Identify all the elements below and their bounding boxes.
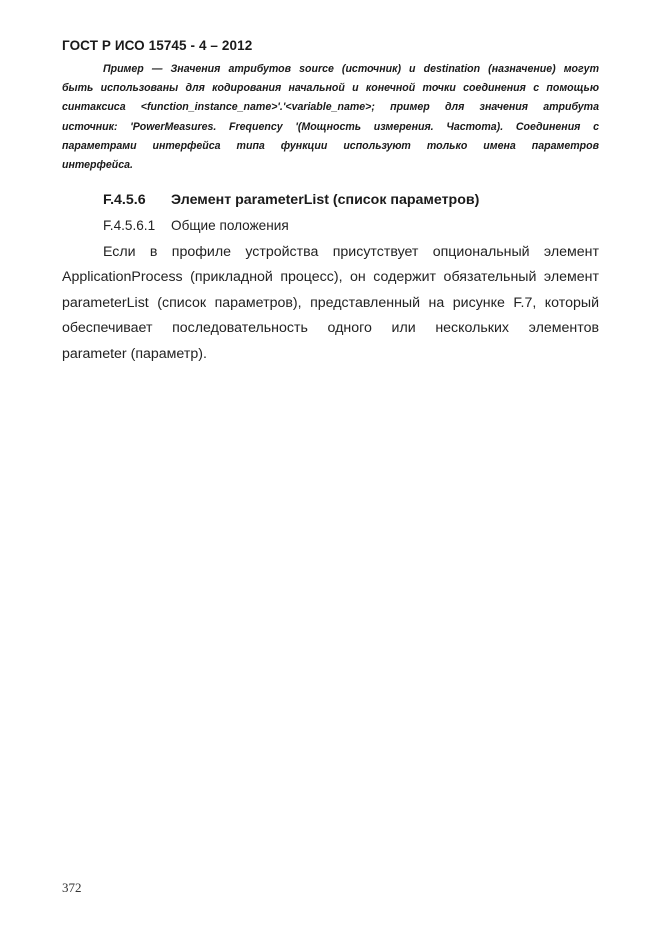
example-note: [62, 60, 599, 175]
paragraph-line: Если в профиле устройства присутствует опциональный элемент: [103, 244, 599, 260]
note-line: интерфейса.: [62, 159, 133, 172]
section-heading: [103, 192, 479, 208]
section-title: Элемент parameterList (список параметров): [171, 192, 480, 208]
note-line: источник: 'PowerMeasures. Frequency '(Мощность измерения. Частота). Соединения с: [62, 120, 599, 133]
page-number: 372: [62, 880, 82, 895]
body-paragraph: [62, 240, 599, 367]
subsection-number: F.4.5.6.1: [103, 218, 156, 233]
section-number: F.4.5.6: [103, 192, 146, 208]
paragraph-line: обеспечивает последовательность одного или нескольких элементов: [62, 320, 599, 337]
paragraph-line: ApplicationProcess (прикладной процесс), он содержит обязательный элемент: [62, 269, 599, 286]
paragraph-line: parameter (параметр).: [62, 345, 207, 362]
paragraph-line: parameterList (список параметров), представленный на рисунке F.7, который: [62, 294, 599, 311]
subsection-heading: [103, 218, 289, 233]
note-line: Пример — Значения атрибутов source (источник) и destination (назначение) могут: [103, 63, 599, 75]
subsection-title: Общие положения: [171, 218, 289, 233]
note-line: синтаксиса <function_instance_name>'.'<variable_name>; пример для значения атрибута: [62, 101, 599, 114]
note-line: быть использованы для кодирования начальной и конечной точки соединения с помощью: [62, 82, 599, 95]
note-line: параметрами интерфейса типа функции используют только имена параметров: [62, 139, 599, 152]
standard-header: ГОСТ Р ИСО 15745 - 4 – 2012: [62, 38, 253, 53]
